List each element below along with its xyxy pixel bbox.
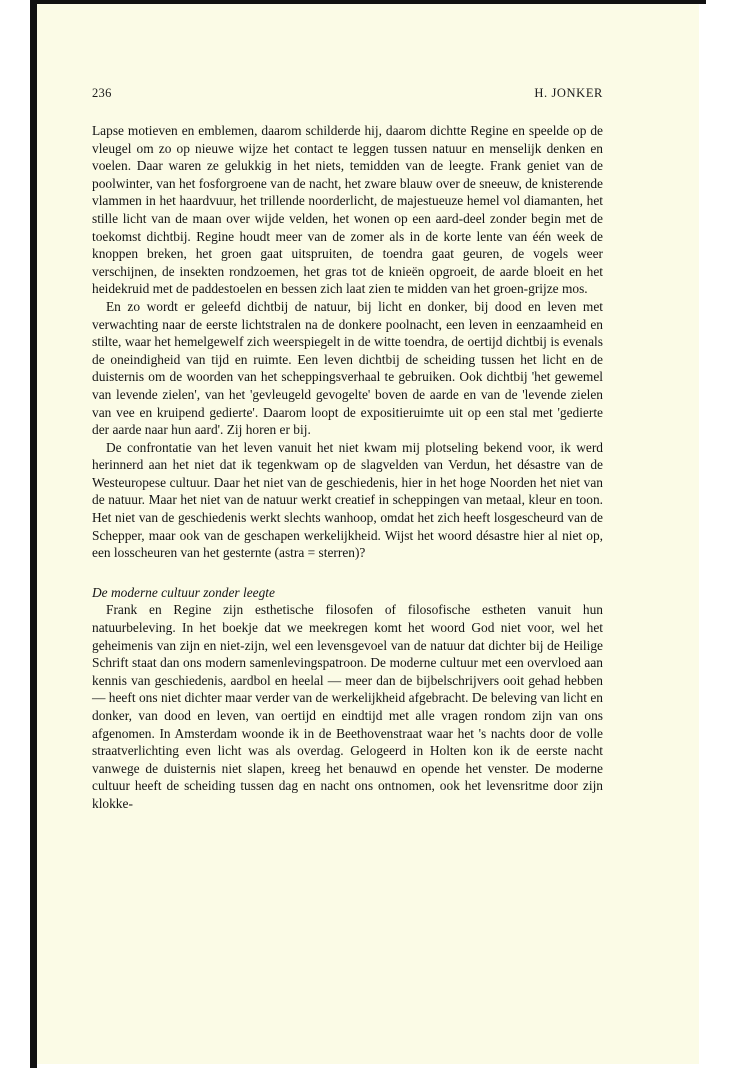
paragraph-3: De confrontatie van het leven vanuit het niet kwam mij plotseling bekend voor, ik werd herinnerd aan het niet dat ik tegenkwam op de slagvelden van Verdun, het désastre van de Westeuropese cultuur. Daar het niet van de geschiedenis, hier in het hoge Noorden het niet van de natuur. Maar het niet van de natuur werkt creatief in scheppingen van metaal, kleur en toon. Het niet van de geschiedenis werkt slechts wanhoop, omdat het zich heeft losgescheurd van de Schepper, maar ook van de geschapen werkelijkheid. Wijst het woord désastre hier al niet op, een losscheuren van het gesternte (astra = sterren)? (92, 439, 603, 561)
page-header (92, 86, 603, 104)
scan-left-edge (30, 0, 37, 1068)
paragraph-2: En zo wordt er geleefd dichtbij de natuur, bij licht en donker, bij dood en leven met verwachting naar de eerste lichtstralen na de donkere poolnacht, een leven in eenzaamheid en stilte, waar het hemelgewelf zich weerspiegelt in de witte toendra, de oertijd dichtbij is evenals de oneindigheid van tijd en ruimte. Een leven dichtbij de scheiding tussen het licht en de duisternis om de woorden van het scheppingsverhaal te gebruiken. Ook dichtbij 'het gewemel van levende zielen', van het 'gevleugeld gevogelte' boven de aarde en van de 'levende zielen van vee en kruipend gedierte'. Daarom loopt de expositieruimte uit op een stal met 'gedierte der aarde naar hun aard'. Zij horen er bij. (92, 298, 603, 438)
section-paragraph-1: Frank en Regine zijn esthetische filosofen of filosofische estheten vanuit hun natuurbeleving. In het boekje dat we meekregen komt het woord God niet voor, wel het geheimenis van zijn en niet-zijn, wel een levensgevoel van de natuur dat dichter bij de Heilige Schrift staat dan ons modern samenlevingspatroon. De moderne cultuur met een overvloed aan kennis van geschiedenis, aardbol en heelal — meer dan de bijbelschrijvers ooit gehad hebben — heeft ons niet dichter maar verder van de werkelijkheid afgebracht. De beleving van licht en donker, van dood en leven, van oertijd en eindtijd met alle vragen rondom zijn van ons afgenomen. In Amsterdam woonde ik in de Beethovenstraat waar het 's nachts door de volle straatverlichting even licht was als overdag. Gelogeerd in Holten kon ik de eerste nacht vanwege de duisternis niet slapen, kreeg het benauwd en opende het venster. De moderne cultuur heeft de scheiding tussen dag en nacht ons ontnomen, ook het levensritme door zijn klokke- (92, 602, 603, 811)
body-text (92, 122, 603, 813)
paragraph-1: Lapse motieven en emblemen, daarom schilderde hij, daarom dichtte Regine en speelde op de vleugel om zo op nieuwe wijze het contact te leggen tussen natuur en menselijk denken en voelen. Daar waren ze gelukkig in het niets, temidden van de leegte. Frank geniet van de poolwinter, van het fosforgroene van de nacht, het zware blauw over de sneeuw, de knisterende vlammen in het haardvuur, het trillende noorderlicht, de majestueuze hemel vol diamanten, het stille licht van de maan over wijde velden, het wonen op een aard-deel zonder begin met de toekomst dichtbij. Regine houdt meer van de zomer als in de korte lente van één week de knoppen breken, het groen gaat uitspruiten, de toendra gaat geuren, de vogels weer verschijnen, de insekten rondzoemen, het gras tot de knieën opgroeit, de aarde bloeit en het heidekruid met de paddestoelen en bessen zich laat zien te midden van het groen-grijze mos. (92, 123, 603, 297)
page-number: 236 (92, 86, 112, 100)
section-heading: De moderne cultuur zonder leegte (92, 584, 275, 600)
running-head: H. JONKER (534, 86, 603, 100)
